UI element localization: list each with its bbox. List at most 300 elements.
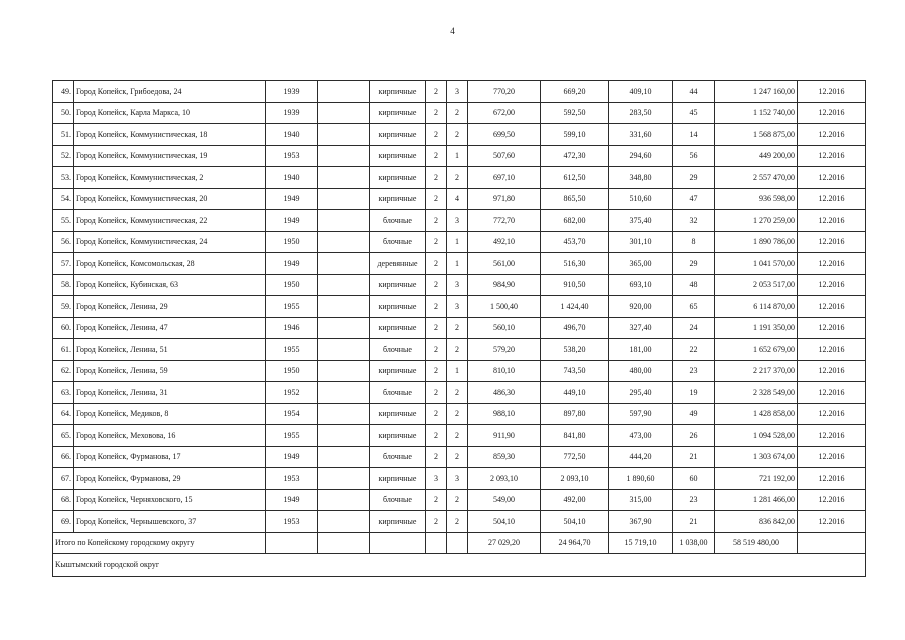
table-row [53,489,866,511]
private-area-cell: 367,90 [609,511,673,533]
floors-cell: 2 [426,296,447,318]
private-area-cell: 315,00 [609,489,673,511]
total-area-cell: 492,10 [468,231,541,253]
living-area-cell: 453,70 [541,231,609,253]
table-row [53,210,866,232]
entrances-cell: 1 [447,360,468,382]
private-area-cell: 1 890,60 [609,468,673,490]
total-row [53,532,866,553]
wall-material-cell: кирпичные [370,360,426,382]
entrances-cell: 2 [447,425,468,447]
row-number: 69. [53,511,74,533]
cost-cell: 1 270 259,00 [715,210,798,232]
residents-cell: 56 [673,145,715,167]
year-cell: 1953 [266,468,318,490]
empty-cell [318,188,370,210]
empty-cell [318,124,370,146]
year-cell: 1954 [266,403,318,425]
cost-cell: 2 217 370,00 [715,360,798,382]
residents-cell: 23 [673,360,715,382]
living-area-cell: 492,00 [541,489,609,511]
row-number: 67. [53,468,74,490]
total-area-total: 27 029,20 [468,532,541,553]
deadline-cell: 12.2016 [798,102,866,124]
address-cell: Город Копейск, Ленина, 47 [74,317,266,339]
total-area-cell: 1 500,40 [468,296,541,318]
year-cell: 1950 [266,360,318,382]
living-area-cell: 897,80 [541,403,609,425]
cost-cell: 2 053 517,00 [715,274,798,296]
row-number: 49. [53,81,74,103]
total-area-cell: 988,10 [468,403,541,425]
total-area-cell: 699,50 [468,124,541,146]
living-area-cell: 669,20 [541,81,609,103]
entrances-cell: 2 [447,382,468,404]
entrances-cell: 2 [447,102,468,124]
floors-cell: 2 [426,145,447,167]
row-number: 52. [53,145,74,167]
address-cell: Город Копейск, Ленина, 29 [74,296,266,318]
row-number: 65. [53,425,74,447]
empty-cell [318,274,370,296]
deadline-cell: 12.2016 [798,425,866,447]
year-cell: 1953 [266,511,318,533]
table-row [53,317,866,339]
empty-cell [318,360,370,382]
year-cell: 1950 [266,231,318,253]
deadline-cell: 12.2016 [798,382,866,404]
residents-cell: 26 [673,425,715,447]
deadline-cell: 12.2016 [798,188,866,210]
wall-material-cell: кирпичные [370,145,426,167]
floors-cell: 2 [426,382,447,404]
empty-cell [318,81,370,103]
table-row [53,511,866,533]
cost-cell: 1 568 875,00 [715,124,798,146]
wall-material-cell: блочные [370,210,426,232]
deadline-cell: 12.2016 [798,210,866,232]
entrances-cell: 1 [447,231,468,253]
floors-cell: 3 [426,468,447,490]
floors-cell: 2 [426,446,447,468]
year-cell: 1939 [266,81,318,103]
empty-cell [318,296,370,318]
total-area-cell: 859,30 [468,446,541,468]
table-row [53,231,866,253]
wall-material-cell: кирпичные [370,102,426,124]
floors-cell: 2 [426,511,447,533]
table-row [53,339,866,361]
cost-cell: 721 192,00 [715,468,798,490]
residents-cell: 44 [673,81,715,103]
living-area-cell: 504,10 [541,511,609,533]
deadline-cell: 12.2016 [798,339,866,361]
floors-cell: 2 [426,231,447,253]
floors-cell: 2 [426,81,447,103]
year-cell: 1946 [266,317,318,339]
page-number: 4 [450,26,455,36]
year-cell: 1949 [266,210,318,232]
address-cell: Город Копейск, Медиков, 8 [74,403,266,425]
wall-material-cell: блочные [370,382,426,404]
private-area-cell: 510,60 [609,188,673,210]
living-area-cell: 472,30 [541,145,609,167]
cost-cell: 1 152 740,00 [715,102,798,124]
total-area-cell: 697,10 [468,167,541,189]
year-cell: 1955 [266,339,318,361]
entrances-cell: 3 [447,468,468,490]
residents-cell: 60 [673,468,715,490]
private-area-cell: 375,40 [609,210,673,232]
address-cell: Город Копейск, Коммунистическая, 19 [74,145,266,167]
table-row [53,188,866,210]
address-cell: Город Копейск, Коммунистическая, 24 [74,231,266,253]
living-area-cell: 599,10 [541,124,609,146]
address-cell: Город Копейск, Фурманова, 29 [74,468,266,490]
cost-cell: 1 303 674,00 [715,446,798,468]
private-area-cell: 181,00 [609,339,673,361]
deadline-cell: 12.2016 [798,124,866,146]
entrances-cell: 2 [447,446,468,468]
total-cost: 58 519 480,00 [715,532,798,553]
private-area-cell: 295,40 [609,382,673,404]
row-number: 60. [53,317,74,339]
empty-cell [318,231,370,253]
section-title: Кыштымский городской округ [53,553,866,576]
entrances-cell: 2 [447,511,468,533]
cost-cell: 1 281 466,00 [715,489,798,511]
deadline-cell: 12.2016 [798,403,866,425]
address-cell: Город Копейск, Меховова, 16 [74,425,266,447]
entrances-cell: 2 [447,489,468,511]
cost-cell: 936 598,00 [715,188,798,210]
floors-cell: 2 [426,210,447,232]
floors-cell: 2 [426,317,447,339]
row-number: 54. [53,188,74,210]
empty-cell [318,425,370,447]
private-area-cell: 920,00 [609,296,673,318]
cost-cell: 1 428 858,00 [715,403,798,425]
year-cell: 1955 [266,425,318,447]
entrances-cell: 2 [447,403,468,425]
total-empty-cell [318,532,370,553]
empty-cell [318,382,370,404]
total-area-cell: 672,00 [468,102,541,124]
year-cell: 1949 [266,188,318,210]
total-empty-cell [798,532,866,553]
cost-cell: 1 890 786,00 [715,231,798,253]
empty-cell [318,210,370,232]
residents-cell: 49 [673,403,715,425]
entrances-cell: 2 [447,124,468,146]
total-area-cell: 561,00 [468,253,541,275]
row-number: 51. [53,124,74,146]
residents-cell: 21 [673,511,715,533]
table-row [53,253,866,275]
living-area-cell: 865,50 [541,188,609,210]
cost-cell: 449 200,00 [715,145,798,167]
deadline-cell: 12.2016 [798,274,866,296]
cost-cell: 1 652 679,00 [715,339,798,361]
wall-material-cell: кирпичные [370,317,426,339]
row-number: 63. [53,382,74,404]
living-area-cell: 592,50 [541,102,609,124]
table-row [53,468,866,490]
empty-cell [318,253,370,275]
row-number: 58. [53,274,74,296]
total-area-cell: 507,60 [468,145,541,167]
living-area-cell: 841,80 [541,425,609,447]
residents-cell: 8 [673,231,715,253]
wall-material-cell: кирпичные [370,403,426,425]
empty-cell [318,403,370,425]
private-area-cell: 409,10 [609,81,673,103]
deadline-cell: 12.2016 [798,296,866,318]
floors-cell: 2 [426,167,447,189]
wall-material-cell: блочные [370,446,426,468]
address-cell: Город Копейск, Кубинская, 63 [74,274,266,296]
floors-cell: 2 [426,425,447,447]
total-area-cell: 772,70 [468,210,541,232]
private-area-cell: 301,10 [609,231,673,253]
wall-material-cell: кирпичные [370,188,426,210]
section-row [53,553,866,576]
deadline-cell: 12.2016 [798,145,866,167]
total-area-cell: 579,20 [468,339,541,361]
private-area-cell: 444,20 [609,446,673,468]
address-cell: Город Копейск, Комсомольская, 28 [74,253,266,275]
cost-cell: 1 247 160,00 [715,81,798,103]
total-empty-cell [370,532,426,553]
private-area-cell: 365,00 [609,253,673,275]
living-area-cell: 1 424,40 [541,296,609,318]
wall-material-cell: блочные [370,339,426,361]
living-area-cell: 910,50 [541,274,609,296]
total-empty-cell [447,532,468,553]
floors-cell: 2 [426,274,447,296]
total-area-cell: 810,10 [468,360,541,382]
living-area-cell: 538,20 [541,339,609,361]
table-row [53,425,866,447]
row-number: 68. [53,489,74,511]
table-row [53,382,866,404]
wall-material-cell: блочные [370,231,426,253]
row-number: 66. [53,446,74,468]
address-cell: Город Копейск, Ленина, 59 [74,360,266,382]
year-cell: 1940 [266,124,318,146]
cost-cell: 836 842,00 [715,511,798,533]
entrances-cell: 2 [447,317,468,339]
deadline-cell: 12.2016 [798,468,866,490]
floors-cell: 2 [426,124,447,146]
year-cell: 1955 [266,296,318,318]
residents-cell: 19 [673,382,715,404]
address-cell: Город Копейск, Фурманова, 17 [74,446,266,468]
table-row [53,167,866,189]
empty-cell [318,102,370,124]
cost-cell: 1 191 350,00 [715,317,798,339]
residents-cell: 45 [673,102,715,124]
floors-cell: 2 [426,102,447,124]
row-number: 53. [53,167,74,189]
address-cell: Город Копейск, Ленина, 31 [74,382,266,404]
residents-cell: 47 [673,188,715,210]
wall-material-cell: кирпичные [370,274,426,296]
total-area-cell: 911,90 [468,425,541,447]
private-area-cell: 597,90 [609,403,673,425]
wall-material-cell: кирпичные [370,296,426,318]
wall-material-cell: деревянные [370,253,426,275]
row-number: 59. [53,296,74,318]
wall-material-cell: кирпичные [370,81,426,103]
total-area-cell: 504,10 [468,511,541,533]
row-number: 57. [53,253,74,275]
private-area-cell: 331,60 [609,124,673,146]
entrances-cell: 1 [447,253,468,275]
row-number: 61. [53,339,74,361]
deadline-cell: 12.2016 [798,489,866,511]
empty-cell [318,468,370,490]
floors-cell: 2 [426,253,447,275]
floors-cell: 2 [426,360,447,382]
total-area-living: 24 964,70 [541,532,609,553]
table-row [53,360,866,382]
empty-cell [318,511,370,533]
residents-cell: 14 [673,124,715,146]
address-cell: Город Копейск, Коммунистическая, 20 [74,188,266,210]
living-area-cell: 612,50 [541,167,609,189]
cost-cell: 1 094 528,00 [715,425,798,447]
living-area-cell: 449,10 [541,382,609,404]
total-empty-cell [426,532,447,553]
row-number: 50. [53,102,74,124]
entrances-cell: 3 [447,274,468,296]
wall-material-cell: кирпичные [370,167,426,189]
table-row [53,124,866,146]
year-cell: 1940 [266,167,318,189]
entrances-cell: 3 [447,296,468,318]
deadline-cell: 12.2016 [798,317,866,339]
private-area-cell: 283,50 [609,102,673,124]
cost-cell: 6 114 870,00 [715,296,798,318]
cost-cell: 1 041 570,00 [715,253,798,275]
row-number: 55. [53,210,74,232]
address-cell: Город Копейск, Грибоедова, 24 [74,81,266,103]
year-cell: 1949 [266,253,318,275]
year-cell: 1949 [266,446,318,468]
deadline-cell: 12.2016 [798,511,866,533]
residents-cell: 21 [673,446,715,468]
total-area-cell: 560,10 [468,317,541,339]
empty-cell [318,446,370,468]
empty-cell [318,167,370,189]
wall-material-cell: кирпичные [370,468,426,490]
residents-cell: 29 [673,167,715,189]
total-area-private: 15 719,10 [609,532,673,553]
entrances-cell: 1 [447,145,468,167]
private-area-cell: 327,40 [609,317,673,339]
living-area-cell: 496,70 [541,317,609,339]
private-area-cell: 473,00 [609,425,673,447]
address-cell: Город Копейск, Карла Маркса, 10 [74,102,266,124]
address-cell: Город Копейск, Черняховского, 15 [74,489,266,511]
housing-register-table [52,80,866,577]
deadline-cell: 12.2016 [798,253,866,275]
private-area-cell: 294,60 [609,145,673,167]
total-area-cell: 2 093,10 [468,468,541,490]
residents-cell: 65 [673,296,715,318]
entrances-cell: 3 [447,210,468,232]
residents-cell: 32 [673,210,715,232]
year-cell: 1952 [266,382,318,404]
entrances-cell: 2 [447,167,468,189]
residents-cell: 48 [673,274,715,296]
cost-cell: 2 328 549,00 [715,382,798,404]
total-area-cell: 770,20 [468,81,541,103]
entrances-cell: 3 [447,81,468,103]
total-area-cell: 984,90 [468,274,541,296]
year-cell: 1953 [266,145,318,167]
living-area-cell: 682,00 [541,210,609,232]
living-area-cell: 772,50 [541,446,609,468]
empty-cell [318,317,370,339]
residents-cell: 23 [673,489,715,511]
row-number: 62. [53,360,74,382]
address-cell: Город Копейск, Коммунистическая, 22 [74,210,266,232]
floors-cell: 2 [426,489,447,511]
floors-cell: 2 [426,188,447,210]
address-cell: Город Копейск, Коммунистическая, 2 [74,167,266,189]
address-cell: Город Копейск, Коммунистическая, 18 [74,124,266,146]
entrances-cell: 2 [447,339,468,361]
year-cell: 1949 [266,489,318,511]
living-area-cell: 743,50 [541,360,609,382]
total-residents: 1 038,00 [673,532,715,553]
table-row [53,446,866,468]
empty-cell [318,339,370,361]
total-empty-cell [266,532,318,553]
year-cell: 1939 [266,102,318,124]
private-area-cell: 348,80 [609,167,673,189]
deadline-cell: 12.2016 [798,446,866,468]
deadline-cell: 12.2016 [798,360,866,382]
residents-cell: 22 [673,339,715,361]
table-row [53,296,866,318]
total-area-cell: 486,30 [468,382,541,404]
empty-cell [318,489,370,511]
table-row [53,145,866,167]
deadline-cell: 12.2016 [798,167,866,189]
table-row [53,81,866,103]
table-body [53,81,866,533]
residents-cell: 24 [673,317,715,339]
table-row [53,403,866,425]
total-area-cell: 549,00 [468,489,541,511]
year-cell: 1950 [266,274,318,296]
private-area-cell: 480,00 [609,360,673,382]
residents-cell: 29 [673,253,715,275]
cost-cell: 2 557 470,00 [715,167,798,189]
total-area-cell: 971,80 [468,188,541,210]
wall-material-cell: кирпичные [370,425,426,447]
deadline-cell: 12.2016 [798,81,866,103]
empty-cell [318,145,370,167]
living-area-cell: 516,30 [541,253,609,275]
wall-material-cell: кирпичные [370,511,426,533]
wall-material-cell: блочные [370,489,426,511]
row-number: 56. [53,231,74,253]
address-cell: Город Копейск, Чернышевского, 37 [74,511,266,533]
